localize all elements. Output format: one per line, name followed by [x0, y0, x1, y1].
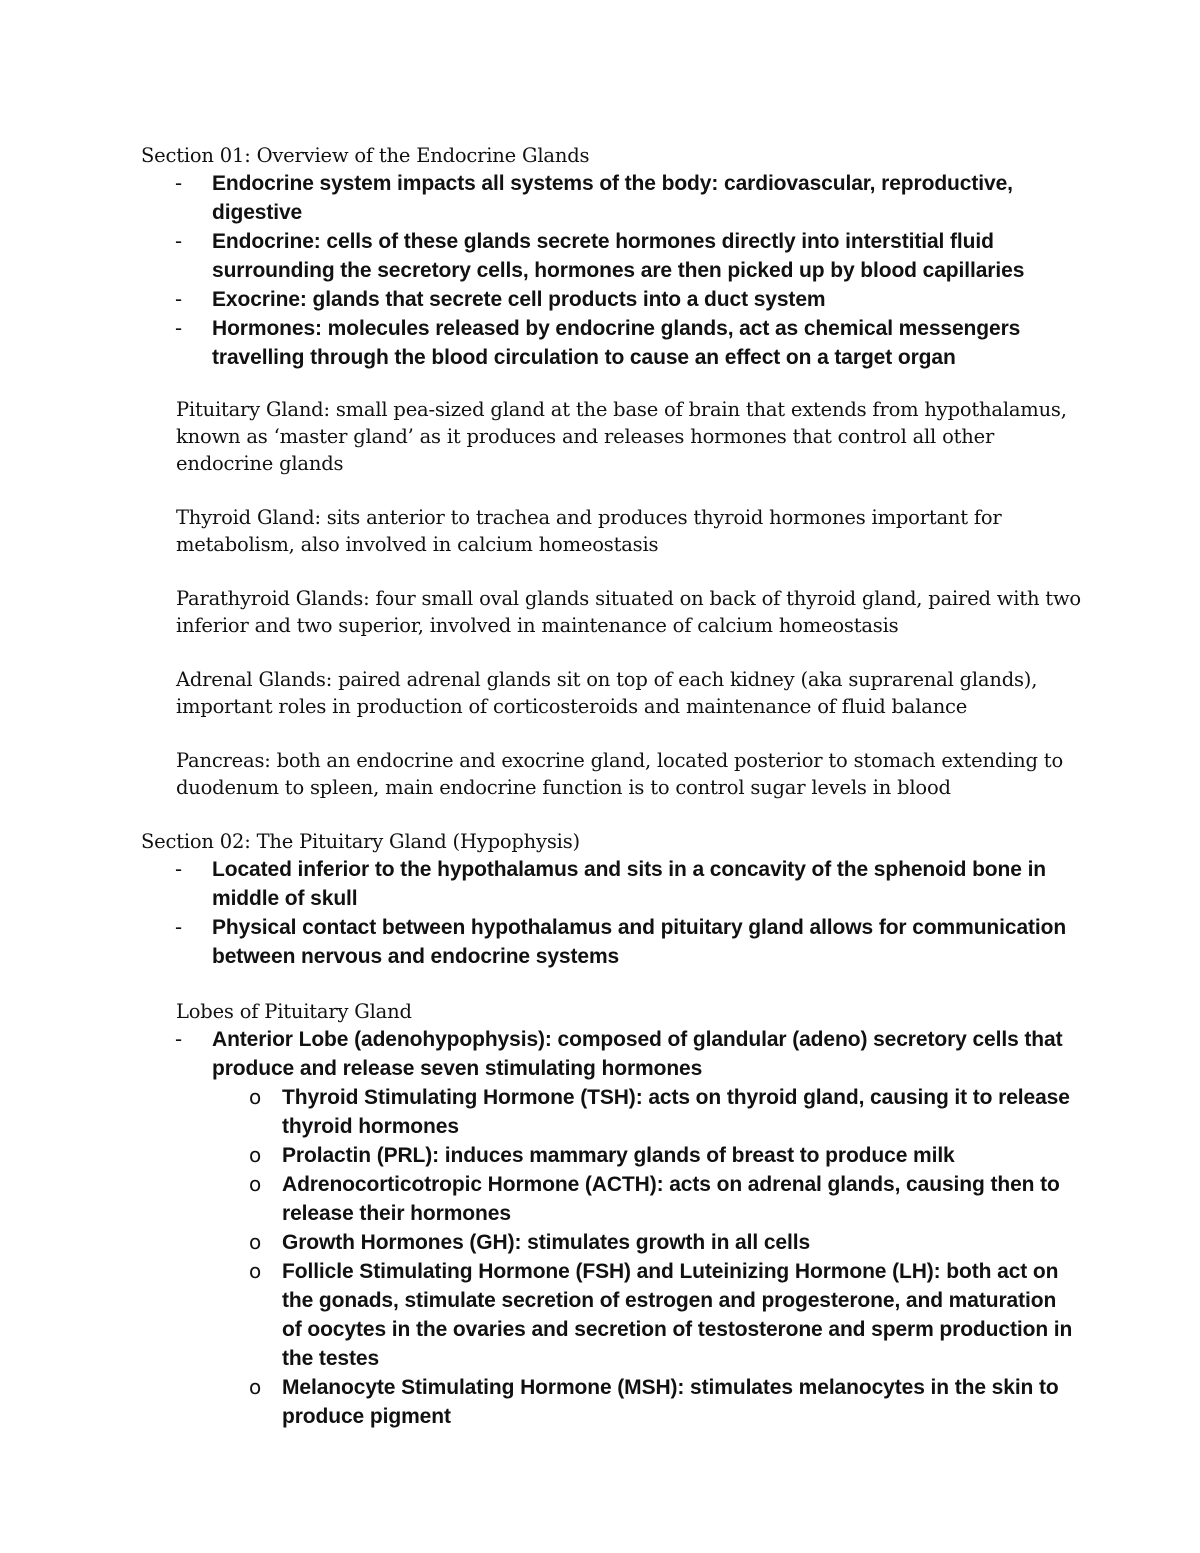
document-body: [141, 142, 1081, 1431]
spacer: [141, 558, 1081, 585]
list-item: o Thyroid Stimulating Hormone (TSH): acts on thyroid gland, causing it to release thyroid hormones: [141, 1083, 1081, 1141]
list-item: - Endocrine: cells of these glands secrete hormones directly into interstitial fluid surrounding the secretory cells, hormones are then picked up by blood capillaries: [141, 227, 1081, 285]
lobes-list: [141, 1025, 1081, 1083]
list-item: - Located inferior to the hypothalamus and sits in a concavity of the sphenoid bone in middle of skull: [141, 855, 1081, 913]
spacer: [141, 971, 1081, 998]
section-02-heading: Section 02: The Pituitary Gland (Hypophysis): [141, 830, 580, 853]
list-item: - Exocrine: glands that secrete cell products into a duct system: [141, 285, 1081, 314]
lobes-heading: Lobes of Pituitary Gland: [176, 1000, 412, 1023]
thyroid-gland-paragraph: Thyroid Gland: sits anterior to trachea and produces thyroid hormones important for metabolism, also involved in calcium homeostasis: [176, 506, 1002, 556]
list-item: - Endocrine system impacts all systems of the body: cardiovascular, reproductive, digestive: [141, 169, 1081, 227]
anterior-lobe-hormones-list: [141, 1083, 1081, 1431]
parathyroid-glands-paragraph: Parathyroid Glands: four small oval glands situated on back of thyroid gland, paired with two inferior and two superior, involved in maintenance of calcium homeostasis: [176, 587, 1081, 637]
spacer: [141, 801, 1081, 828]
list-item: - Anterior Lobe (adenohypophysis): composed of glandular (adeno) secretory cells that produce and release seven stimulating hormones: [141, 1025, 1081, 1083]
list-item: o Follicle Stimulating Hormone (FSH) and Luteinizing Hormone (LH): both act on the gonads, stimulate secretion of estrogen and progesterone, and maturation of oocytes in the ovaries and secretion of testosterone and sperm production in the testes: [141, 1257, 1081, 1373]
spacer: [141, 372, 1081, 396]
section-01-bullet-list: [141, 169, 1081, 372]
adrenal-glands-paragraph: Adrenal Glands: paired adrenal glands sit on top of each kidney (aka suprarenal glands), important roles in production of corticosteroids and maintenance of fluid balance: [176, 668, 1038, 718]
section-01-heading: Section 01: Overview of the Endocrine Glands: [141, 144, 590, 167]
list-item: o Prolactin (PRL): induces mammary glands of breast to produce milk: [141, 1141, 1081, 1170]
list-item: o Growth Hormones (GH): stimulates growth in all cells: [141, 1228, 1081, 1257]
list-item: o Melanocyte Stimulating Hormone (MSH): stimulates melanocytes in the skin to produce pigment: [141, 1373, 1081, 1431]
pancreas-paragraph: Pancreas: both an endocrine and exocrine gland, located posterior to stomach extending to duodenum to spleen, main endocrine function is to control sugar levels in blood: [176, 749, 1063, 799]
list-item: o Adrenocorticotropic Hormone (ACTH): acts on adrenal glands, causing then to release their hormones: [141, 1170, 1081, 1228]
list-item: - Hormones: molecules released by endocrine glands, act as chemical messengers travelling through the blood circulation to cause an effect on a target organ: [141, 314, 1081, 372]
pituitary-gland-paragraph: Pituitary Gland: small pea-sized gland at the base of brain that extends from hypothalamus, known as ‘master gland’ as it produces and releases hormones that control all other endocrine glands: [176, 398, 1067, 475]
spacer: [141, 477, 1081, 504]
spacer: [141, 720, 1081, 747]
list-item: - Physical contact between hypothalamus and pituitary gland allows for communication between nervous and endocrine systems: [141, 913, 1081, 971]
spacer: [141, 639, 1081, 666]
section-02-bullet-list: [141, 855, 1081, 971]
